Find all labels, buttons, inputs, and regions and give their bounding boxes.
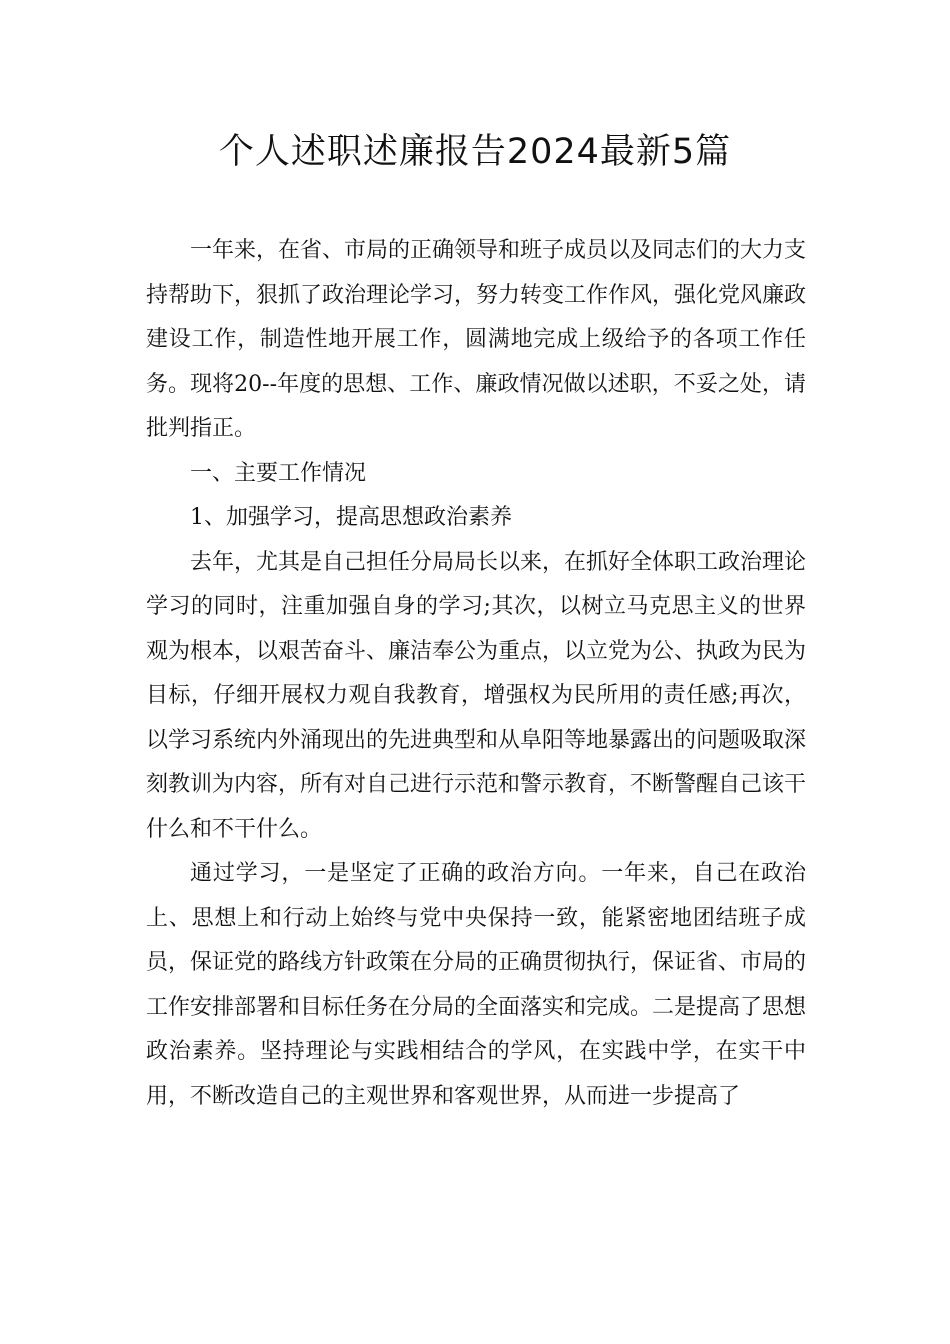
paragraph-outcome: 通过学习，一是坚定了正确的政治方向。一年来，自己在政治上、思想上和行动上始终与党中央保持一致，能紧密地团结班子成员，保证党的路线方针政策在分局的正确贯彻执行，保证省、市局的工作安排部署和目标任务在分局的全面落实和完成。二是提高了思想政治素养。坚持理论与实践相结合的学风，在实践中学，在实干中用，不断改造自己的主观世界和客观世界，从而进一步提高了 <box>146 861 807 1109</box>
document-body <box>146 229 806 1119</box>
section-heading-main-work: 一、主要工作情况 <box>190 460 367 486</box>
paragraph-intro: 一年来，在省、市局的正确领导和班子成员以及同志们的大力支持帮助下，狠抓了政治理论学习，努力转变工作作风，强化党风廉政建设工作，制造性地开展工作，圆满地完成上级给予的各项工作任务。现将20--年度的思想、工作、廉政情况做以述职，不妥之处，请批判指正。 <box>146 238 807 441</box>
document-title: 个人述职述廉报告2024最新5篇 <box>218 132 732 172</box>
subsection-heading-study: 1、加强学习，提高思想政治素养 <box>190 505 512 530</box>
paragraph-study: 去年，尤其是自己担任分局局长以来，在抓好全体职工政治理论学习的同时，注重加强自身的学习;其次，以树立马克思主义的世界观为根本，以艰苦奋斗、廉洁奉公为重点，以立党为公、执政为民为目标，仔细开展权力观自我教育，增强权为民所用的责任感;再次，以学习系统内外涌现出的先进典型和从阜阳等地暴露出的问题吸取深刻教训为内容，所有对自己进行示范和警示教育，不断警醒自己该干什么和不干什么。 <box>146 549 807 842</box>
